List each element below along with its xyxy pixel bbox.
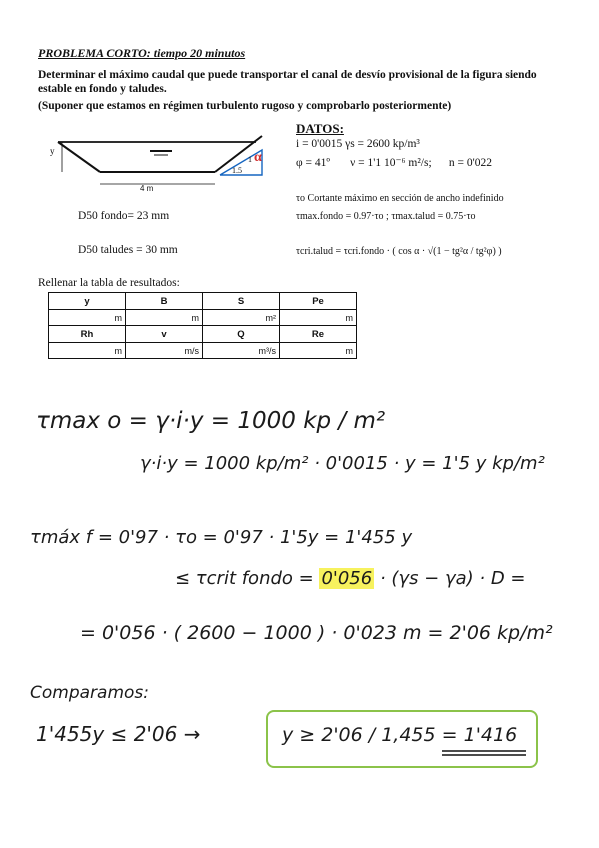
table-head-y: y <box>49 293 126 310</box>
handwritten-line-5: = 0'056 · ( 2600 − 1000 ) · 0'023 m = 2'06 kp/m² <box>80 622 553 644</box>
handwritten-line-4-start: ≤ τcrit fondo = <box>175 568 314 589</box>
handwritten-line-2: γ·i·y = 1000 kp/m² · 0'0015 · y = 1'5 y kp/m² <box>140 453 545 474</box>
statement-line-3: (Suponer que estamos en régimen turbulento rugoso y comprobarlo posteriormente) <box>38 100 452 112</box>
table-unit-cell: m <box>280 310 357 326</box>
d50-fondo: D50 fondo= 23 mm <box>78 210 170 222</box>
depth-label: y <box>50 146 55 156</box>
table-row <box>49 343 357 359</box>
table-unit-cell: m <box>49 343 126 359</box>
table-row <box>49 326 357 343</box>
statement-line-1: Determinar el máximo caudal que puede transportar el canal de desvío provisional de la figura siendo <box>38 69 537 81</box>
table-head-re: Re <box>280 326 357 343</box>
table-row <box>49 293 357 310</box>
tau-max-formula: τmax.fondo = 0.97·τo ; τmax.talud = 0.75·τo <box>296 211 476 222</box>
table-head-pe: Pe <box>280 293 357 310</box>
table-unit-cell: m³/s <box>203 343 280 359</box>
datos-heading: DATOS: <box>296 121 344 136</box>
datos-line-1: i = 0'0015 γs = 2600 kp/m³ <box>296 138 420 150</box>
table-unit-cell: m <box>280 343 357 359</box>
table-head-rh: Rh <box>49 326 126 343</box>
handwritten-line-3: τmáx f = 0'97 · τo = 0'97 · 1'5y = 1'455 y <box>30 527 413 548</box>
result-underline <box>440 748 530 758</box>
problem-title: PROBLEMA CORTO: tiempo 20 minutos <box>38 46 246 60</box>
slope-vertical-label: 1 <box>248 155 252 164</box>
handwritten-result: y ≥ 2'06 / 1,455 = 1'416 <box>282 724 518 746</box>
table-head-s: S <box>203 293 280 310</box>
left-bank-line <box>58 142 100 172</box>
results-table <box>48 292 357 359</box>
table-unit-cell: m/s <box>126 343 203 359</box>
handwritten-line-1: τmax o = γ·i·y = 1000 kp / m² <box>36 408 386 434</box>
table-unit-cell: m <box>126 310 203 326</box>
datos-line-2: φ = 41º ν = 1'1 10⁻⁶ m²/s; n = 0'022 <box>296 157 492 169</box>
slope-horizontal-label: 1.5 <box>232 166 242 175</box>
width-label: 4 m <box>140 184 154 193</box>
table-unit-cell: m <box>49 310 126 326</box>
handwritten-line-4-end: · (γs − γa) · D = <box>379 568 526 589</box>
table-head-b: B <box>126 293 203 310</box>
tau-critical-formula: τcri.talud = τcri.fondo · ( cos α · √(1 − tg²α / tg²φ) ) <box>296 246 502 257</box>
channel-cross-section-figure <box>50 128 280 198</box>
handwritten-line-4 <box>175 568 526 589</box>
table-head-v: v <box>126 326 203 343</box>
alpha-angle-label: α <box>254 150 262 165</box>
table-row <box>49 310 357 326</box>
table-intro: Rellenar la tabla de resultados: <box>38 277 180 289</box>
tau-note: τo Cortante máximo en sección de ancho indefinido <box>296 193 504 204</box>
handwritten-line-7: 1'455y ≤ 2'06 → <box>36 722 201 746</box>
d50-taludes: D50 taludes = 30 mm <box>78 244 178 256</box>
table-head-q: Q <box>203 326 280 343</box>
table-unit-cell: m² <box>203 310 280 326</box>
handwritten-compare-label: Comparamos: <box>30 683 149 703</box>
statement-line-2: estable en fondo y taludes. <box>38 83 167 95</box>
highlighted-coefficient: 0'056 <box>321 568 373 589</box>
